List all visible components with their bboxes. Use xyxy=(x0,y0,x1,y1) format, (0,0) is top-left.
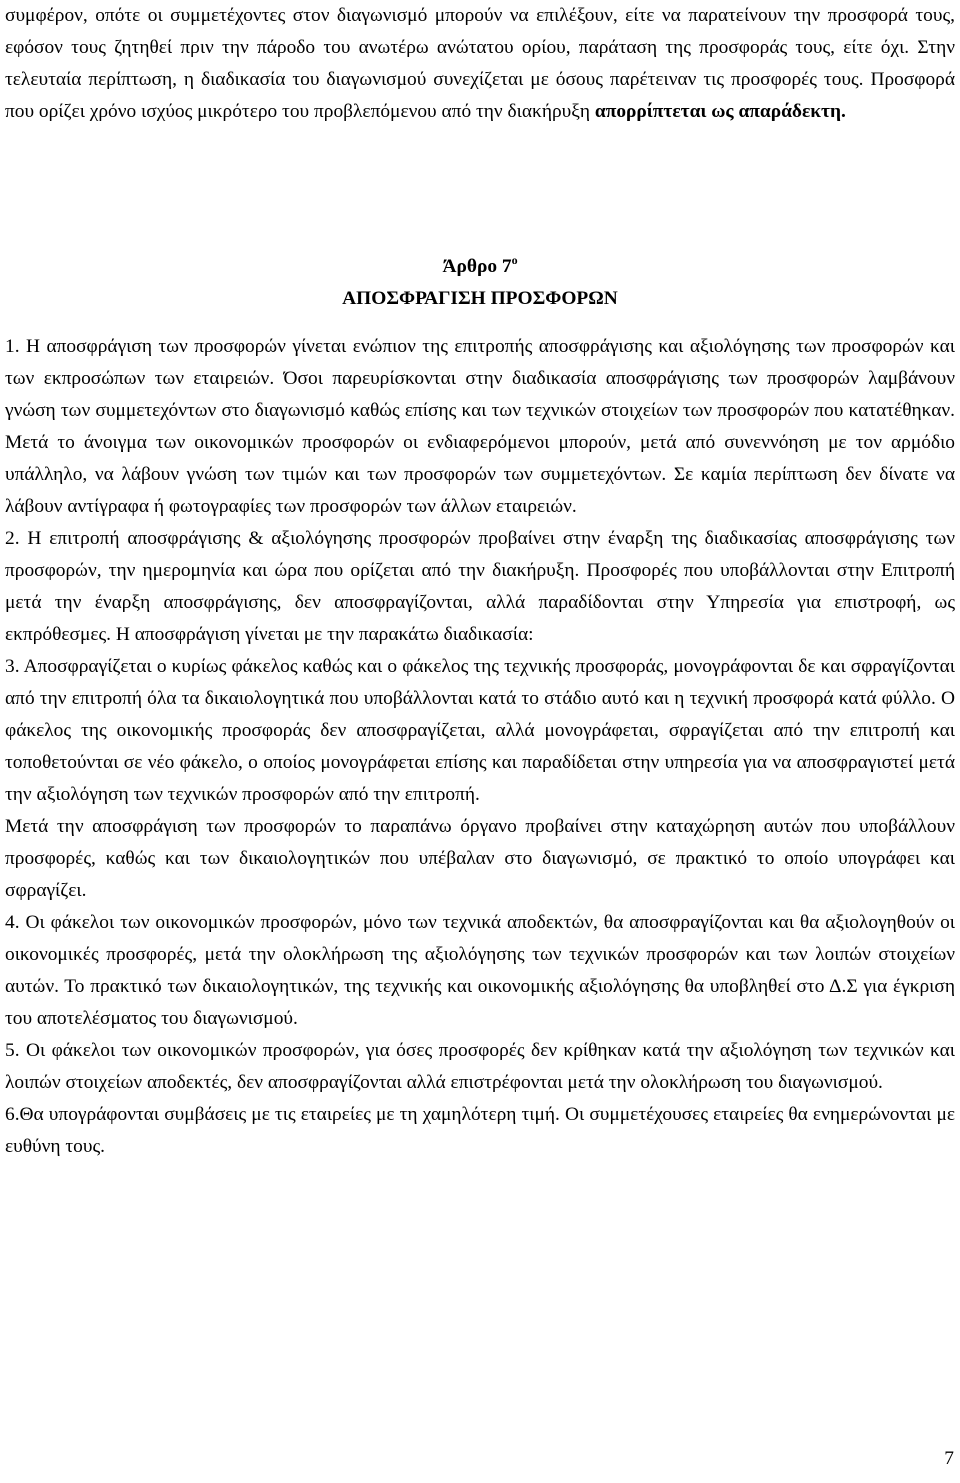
paragraph-5: 5. Οι φάκελοι των οικονομικών προσφορών, για όσες προσφορές δεν κρίθηκαν κατά την αξιολόγηση των τεχνικών και λοιπών στοιχείων αποδεκτές, δεν αποσφραγίζονται αλλά επιστρέφονται μετά την ολοκλήρωση του διαγωνισμού. xyxy=(5,1040,955,1093)
paragraph-1: 1. Η αποσφράγιση των προσφορών γίνεται ενώπιον της επιτροπής αποσφράγισης και αξιολόγησης των προσφορών και των εκπροσώπων των εταιρειών. Όσοι παρευρίσκονται στην διαδικασία αποσφράγισης των προσφορών λαμβάνουν γνώση των συμμετεχόντων στο διαγωνισμό καθώς επίσης και των τεχνικών στοιχείων των προσφορών που κατατέθηκαν. Μετά το άνοιγμα των οικονομικών προσφορών οι ενδιαφερόμενοι μπορούν, μετά από συνεννόηση με τον αρμόδιο υπάλληλο, να λάβουν γνώση των τιμών και των προσφορών των συμμετεχόντων. Σε καμία περίπτωση δεν δίνατε να λάβουν αντίγραφα ή φωτογραφίες των προσφορών των άλλων εταιρειών. xyxy=(5,336,955,517)
page-number: 7 xyxy=(944,1448,954,1469)
article-title: ΑΠΟΣΦΡΑΓΙΣΗ ΠΡΟΣΦΟΡΩΝ xyxy=(342,288,618,309)
intro-text: συμφέρον, οπότε οι συμμετέχοντες στον διαγωνισμό μπορούν να επιλέξουν, είτε να παρατείνουν την προσφορά τους, εφόσον τους ζητηθεί πριν την πάροδο του ανωτέρω ανώτατου ορίου, παράταση της προσφοράς τους, είτε όχι. Στην τελευταία περίπτωση, η διαδικασία του διαγωνισμού συνεχίζεται με όσους παρέτειναν τις προσφορές τους. Προσφορά που ορίζει χρόνο ισχύος μικρότερο του προβλεπόμενου από την διακήρυξη xyxy=(5,5,955,122)
article-label: Άρθρο 7 xyxy=(442,256,512,277)
article-superscript: ο xyxy=(511,253,518,267)
paragraph-6: 6.Θα υπογράφονται συμβάσεις με τις εταιρείες με τη χαμηλότερη τιμή. Οι συμμετέχουσες εταιρείες θα ενημερώνονται με ευθύνη τους. xyxy=(5,1104,955,1157)
intro-paragraph xyxy=(5,0,955,128)
paragraph-4: 4. Οι φάκελοι των οικονομικών προσφορών, μόνο των τεχνικά αποδεκτών, θα αποσφραγίζονται και θα αξιολογηθούν οι οικονομικές προσφορές, μετά την ολοκλήρωση της αξιολόγησης των τεχνικών προσφορών και των λοιπών στοιχείων αυτών. Το πρακτικό των δικαιολογητικών, της τεχνικής και οικονομικής αξιολόγησης θα υποβληθεί στο Δ.Σ για έγκριση του αποτελέσματος του διαγωνισμού. xyxy=(5,912,955,1029)
intro-bold-text: απορρίπτεται ως απαράδεκτη. xyxy=(594,101,846,122)
article-number xyxy=(5,244,955,283)
document-page xyxy=(5,0,955,1163)
paragraph-2: 2. Η επιτροπή αποσφράγισης & αξιολόγησης προσφορών προβαίνει στην έναρξη της διαδικασίας αποσφράγισης των προσφορών, την ημερομηνία και ώρα που ορίζεται από την διακήρυξη. Προσφορές που υποβάλλονται στην Επιτροπή μετά την έναρξη αποσφράγισης, δεν αποσφραγίζονται, αλλά παραδίδονται στην Υπηρεσία για επιστροφή, ως εκπρόθεσμες. Η αποσφράγιση γίνεται με την παρακάτω διαδικασία: xyxy=(5,528,955,645)
paragraph-3-continued: Μετά την αποσφράγιση των προσφορών το παραπάνω όργανο προβαίνει στην καταχώρηση αυτών που υποβάλλουν προσφορές, καθώς και των δικαιολογητικών που υπέβαλαν στο διαγωνισμό, σε πρακτικό το οποίο υπογράφει και σφραγίζει. xyxy=(5,816,955,901)
paragraph-3: 3. Αποσφραγίζεται ο κυρίως φάκελος καθώς και ο φάκελος της τεχνικής προσφοράς, μονογράφονται δε και σφραγίζονται από την επιτροπή όλα τα δικαιολογητικά που υποβάλλονται κατά το στάδιο αυτό και η τεχνική προσφορά κατά φύλλο. Ο φάκελος της οικονομικής προσφοράς δεν αποσφραγίζεται, αλλά μονογράφεται, σφραγίζεται από την επιτροπή και τοποθετούνται σε νέο φάκελο, ο οποίος μονογράφεται επίσης και παραδίδεται στην υπηρεσία για να αποσφραγιστεί μετά την αξιολόγηση των τεχνικών προσφορών από την επιτροπή. xyxy=(5,656,955,805)
article-heading xyxy=(5,244,955,315)
